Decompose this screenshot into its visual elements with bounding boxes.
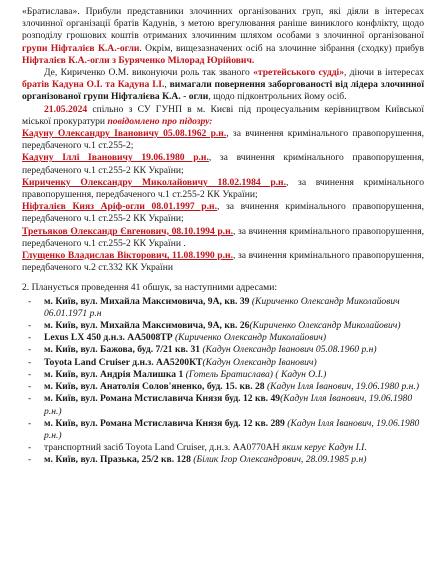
address-item: - транспортний засіб Toyota Land Cruiser, д.н.з. АА0770АН яким керує Кадун І.І. — [28, 442, 367, 454]
paragraph-role: Де, Кириченко О.М. виконуючи роль так званого «третейського судді», діючи в інтересах братів Кадуна О.І. та Кадуна І.І., вимагали повернення заборгованості від лідера злочинної організованої групи Ніфталієва К.А. - огли, щодо підконтрольних йому осіб. — [22, 67, 425, 103]
suspect-item: Глущенко Владислав Вікторович, 11.08.1990 р.н., за вчинення кримінального правопорушення, передбаченого ч.2 ст.332 КК України — [22, 250, 424, 274]
address-item: - м. Київ, вул. Анатолія Солов'яненко, буд. 15. кв. 28 (Кадун Ілля Іванович, 19.06.1980 р.н.) — [28, 381, 420, 393]
suspect-item: Ніфталієв Кияз Аріф-огли 08.01.1997 р.н., за вчинення кримінального правопорушення, передбаченого ч.1 ст.255-2 КК України; — [22, 201, 424, 225]
suspect-item: Кириченку Олександру Миколайовичу 18.02.1984 р.н., за вчинення кримінального правопорушення, передбаченого ч.1 ст.255-2 КК України; — [22, 176, 424, 201]
kadun-brothers: братів Кадуна О.І. та Кадуна І.І. — [22, 79, 165, 91]
paragraph-meeting — [22, 6, 424, 67]
suspect-name: Ніфталієв Кияз Аріф-огли 08.01.1997 р.н. — [22, 201, 217, 213]
arbiter-term: «третейського судді» — [253, 67, 345, 79]
nif-name: Ніфталієв К.А.-огли — [22, 54, 110, 66]
address-text: Lexus LX 450 д.н.з. АА5008ТР — [44, 332, 173, 344]
owner-text: (Готель Братислава) ( Кадун О.І.) — [183, 368, 327, 380]
suspect-item: Кадуну Олександру Івановичу 05.08.1962 р.н., за вчинення кримінального правопорушення, передбаченого ч.1 ст.255-2; — [22, 128, 424, 152]
address-item: - м. Київ, вул. Празька, 25/2 кв. 128 (Білик Ігор Олександрович, 28.09.1985 р.н) — [28, 454, 367, 466]
address-item: - м. Київ, вул. Романа Мстиславича Князя буд. 12 кв. 49(Кадун Ілля Іванович, 19.06.1980 р.н.) — [28, 393, 413, 417]
suspect-name: Кадуну Олександру Івановичу 05.08.1962 р.н. — [22, 128, 227, 140]
vehicle-text: транспортний засіб Toyota Land Cruiser, д.н.з. АА0770АН — [44, 442, 280, 454]
suspect-name: Кадуну Іллі Івановичу 19.06.1980 р.н. — [22, 152, 209, 164]
owner-text: (Кадун Ілля Іванович, 19.06.1980 р.н.) — [264, 381, 420, 393]
owner-text: яким керує Кадун І.І. — [279, 442, 367, 454]
paragraph-suspicion: 21.05.2024 спільно з СУ ГУНП в м. Києві під процесуальним керівництвом Київської міської прокуратури повідомлено про підозру: — [22, 103, 424, 127]
role-text: Де, Кириченко О.М. виконуючи роль так званого — [44, 67, 254, 79]
address-item: - Toyota Land Cruiser д.н.з. АА5200КТ(Кадун Олександр Іванович) — [28, 356, 317, 368]
meeting-text-2: . Окрім, вищезазначених осіб на злочинне зібрання (сходку) прибув — [139, 42, 424, 54]
address-item: - Lexus LX 450 д.н.з. АА5008ТР (Кириченко Олександр Миколайович) — [28, 332, 327, 344]
owner-text: (Кадун Ілля Іванович, 19.06.1980 р.н.) — [44, 393, 413, 417]
address-text: Toyota Land Cruiser д.н.з. АА5200КТ — [44, 356, 203, 368]
address-text: м. Київ, вул. Анатолія Солов'яненко, буд. 15. кв. 28 — [44, 381, 265, 393]
suspicion-label: повідомлено про підозру: — [107, 115, 213, 127]
suspicion-date: 21.05.2024 — [44, 103, 88, 115]
spacer — [22, 274, 424, 282]
address-text: м. Київ, вул. Празька, 25/2 кв. 128 — [44, 454, 191, 466]
owner-text: (Кириченко Олександр Миколайович 06.01.1971 р.н — [44, 295, 400, 319]
address-item: - м. Київ, вул. Андрія Малишка 1 (Готель Братислава) ( Кадун О.І.) — [28, 368, 327, 380]
owner-text: (Кадун Олександр Іванович 05.08.1960 р.н) — [200, 344, 377, 356]
suspects-list — [22, 128, 424, 274]
address-list — [22, 296, 424, 467]
owner-text: (Кириченко Олександр Миколайович) — [249, 320, 401, 332]
address-text: м. Київ, вул. Андрія Малишка 1 — [44, 368, 184, 380]
suspect-name: Глущенко Владислав Вікторович, 11.08.1990 р.н. — [22, 250, 233, 262]
meeting-text: «Братиславa». Прибули представники злочинних організованих груп, які діяли в інтересах злочинної організації братів Кадунів, з метою врегулювання раніше виниклого конфлікту, щодо розподілу грошових коштів отриманих злочинним шляхом особами з злочинної організованої — [22, 6, 424, 42]
suspect-item: Третьяков Олександр Євгенович, 08.10.1994 р.н., за вчинення кримінального правопорушення, передбаченого ч.1 ст.255-2 КК України . — [22, 225, 424, 249]
buryachenko-name: з Буряченко Мілорад Юрійович. — [112, 54, 255, 66]
suspect-item: Кадуну Іллі Івановичу 19.06.1980 р.н., за вчинення кримінального правопорушення, передбаченого ч.1 ст.255-2 КК України; — [22, 152, 425, 176]
address-item: - м. Київ, вул. Михайла Максимовича, 9А, кв. 39 (Кириченко Олександр Миколайович 06.01.1971 р.н — [28, 295, 400, 319]
owner-text: (Кириченко Олександр Миколайович) — [172, 332, 327, 344]
suspect-name: Третьяков Олександр Євгенович, 08.10.1994 р.н. — [22, 225, 234, 237]
suspect-name: Кириченку Олександру Миколайовичу 18.02.1984 р.н. — [22, 176, 286, 188]
demand-text: вимагали повернення заборгованості від лідера злочинної організованої групи Ніфталієва К.А. - огли — [22, 79, 425, 103]
owner-text: (Кадун Олександр Іванович) — [202, 356, 317, 368]
address-item: - м. Київ, вул. Михайла Максимовича, 9А, кв. 26(Кириченко Олександр Миколайович) — [28, 320, 401, 332]
section-2-heading: 2. Планується проведення 41 обшук, за наступними адресами: — [22, 282, 278, 294]
address-item: - м. Київ, вул. Романа Мстиславича Князя буд. 12 кв. 289 (Кадун Ілля Іванович, 19.06.1980 р.н.) — [28, 417, 420, 441]
group-nif-name: групи Ніфталієв К.А.-огли — [22, 42, 140, 54]
address-text: м. Київ, вул. Романа Мстиславича Князя буд. 12 кв. 49 — [44, 393, 281, 405]
address-text: м. Київ, вул. Михайла Максимовича, 9А, кв. 26 — [44, 320, 250, 332]
address-text: м. Київ, вул. Романа Мстиславича Князя буд. 12 кв. 289 — [44, 417, 285, 429]
address-item: - м. Київ, вул. Бажова, буд. 7/21 кв. 31 (Кадун Олександр Іванович 05.08.1960 р.н) — [28, 344, 377, 356]
owner-text: (Білик Ігор Олександрович, 28.09.1985 р.н) — [190, 454, 367, 466]
owner-text: (Кадун Ілля Іванович, 19.06.1980 р.н.) — [44, 417, 420, 441]
address-text: м. Київ, вул. Михайла Максимовича, 9А, кв. 39 — [44, 295, 250, 307]
address-text: м. Київ, вул. Бажова, буд. 7/21 кв. 31 — [44, 344, 201, 356]
